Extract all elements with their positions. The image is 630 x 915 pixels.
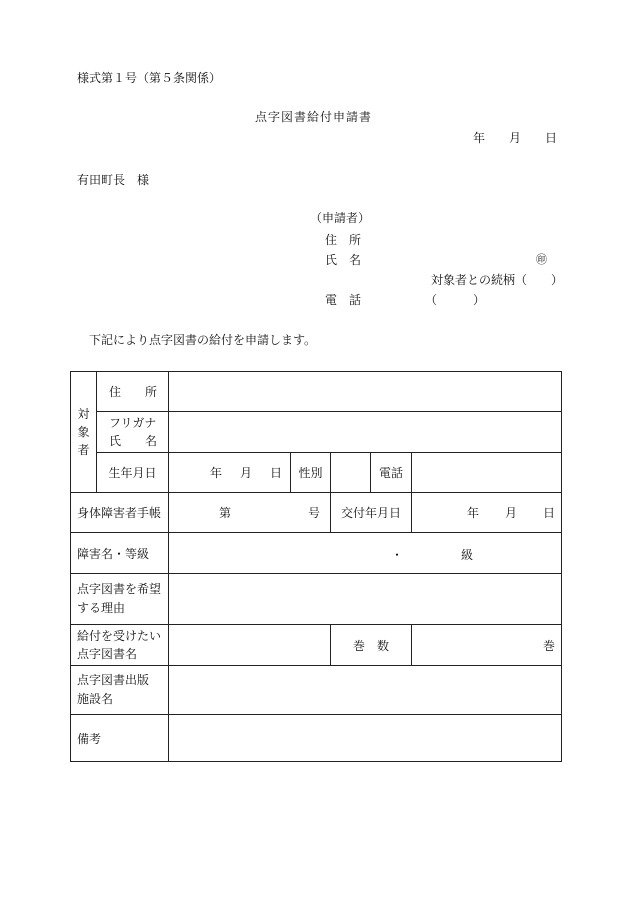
remarks-field[interactable] <box>169 715 562 762</box>
subject-address-label: 住 所 <box>97 372 169 412</box>
book-title-label: 給付を受けたい 点字図書名 <box>71 625 169 666</box>
applicant-phone-label: 電 話 <box>325 293 362 307</box>
reason-field[interactable] <box>169 574 562 625</box>
applicant-address-label: 住 所 <box>325 233 362 247</box>
form-number: 様式第１号（第５条関係） <box>77 71 222 85</box>
issue-year-label: 年 <box>466 506 479 520</box>
subject-name-field[interactable] <box>169 412 562 453</box>
issue-day-label: 日 <box>543 506 556 520</box>
applicant-phone-paren: （ ） <box>425 293 486 307</box>
handbook-no-suffix: 号 <box>307 506 320 520</box>
disability-separator: ・ <box>391 548 404 562</box>
birthdate-field[interactable] <box>169 453 291 493</box>
subject-name-label: 氏 名 <box>109 434 158 448</box>
subject-phone-field[interactable] <box>412 453 562 493</box>
issue-date-field[interactable] <box>412 493 562 533</box>
book-title-field[interactable] <box>169 625 331 666</box>
page-title: 点字図書給付申請書 <box>255 110 373 124</box>
remarks-label: 備考 <box>71 715 169 762</box>
volumes-label: 巻 数 <box>331 625 412 666</box>
disability-field[interactable] <box>169 533 562 574</box>
handbook-no-prefix: 第 <box>219 506 232 520</box>
gender-label: 性別 <box>291 453 331 493</box>
subject-address-field[interactable] <box>169 372 562 412</box>
issue-month-label: 月 <box>505 506 518 520</box>
volumes-suffix: 巻 <box>543 638 556 653</box>
disability-label: 障害名・等級 <box>71 533 169 574</box>
publisher-field[interactable] <box>169 666 562 715</box>
application-table <box>70 371 562 762</box>
reason-label: 点字図書を希望 する理由 <box>71 574 169 625</box>
subject-name-label-cell <box>97 412 169 453</box>
subject-phone-label: 電話 <box>371 453 412 493</box>
handbook-label: 身体障害者手帳 <box>71 493 169 533</box>
applicant-heading: （申請者） <box>310 211 371 225</box>
birth-month-label: 月 <box>239 466 252 480</box>
seal-mark: ㊞ <box>536 253 547 266</box>
intro-text: 下記により点字図書の給付を申請します。 <box>89 333 317 347</box>
gender-field[interactable] <box>331 453 371 493</box>
addressee: 有田町長 様 <box>77 173 150 187</box>
subject-label: 対 象 者 <box>71 372 97 493</box>
handbook-number-field[interactable] <box>169 493 331 533</box>
grade-suffix: 級 <box>461 548 474 562</box>
birth-year-label: 年 <box>209 466 222 480</box>
applicant-name-label: 氏 名 <box>325 253 362 267</box>
publisher-label: 点字図書出版 施設名 <box>71 666 169 715</box>
issue-date-label: 交付年月日 <box>331 493 412 533</box>
birth-day-label: 日 <box>269 466 282 480</box>
furigana-label: フリガナ <box>109 416 157 430</box>
date-year-label: 年 <box>473 131 486 145</box>
date-day-label: 日 <box>545 131 558 145</box>
volumes-field[interactable] <box>412 625 562 666</box>
relation-label: 対象者との続柄（ ） <box>431 273 564 287</box>
date-month-label: 月 <box>509 131 522 145</box>
birthdate-label: 生年月日 <box>97 453 169 493</box>
